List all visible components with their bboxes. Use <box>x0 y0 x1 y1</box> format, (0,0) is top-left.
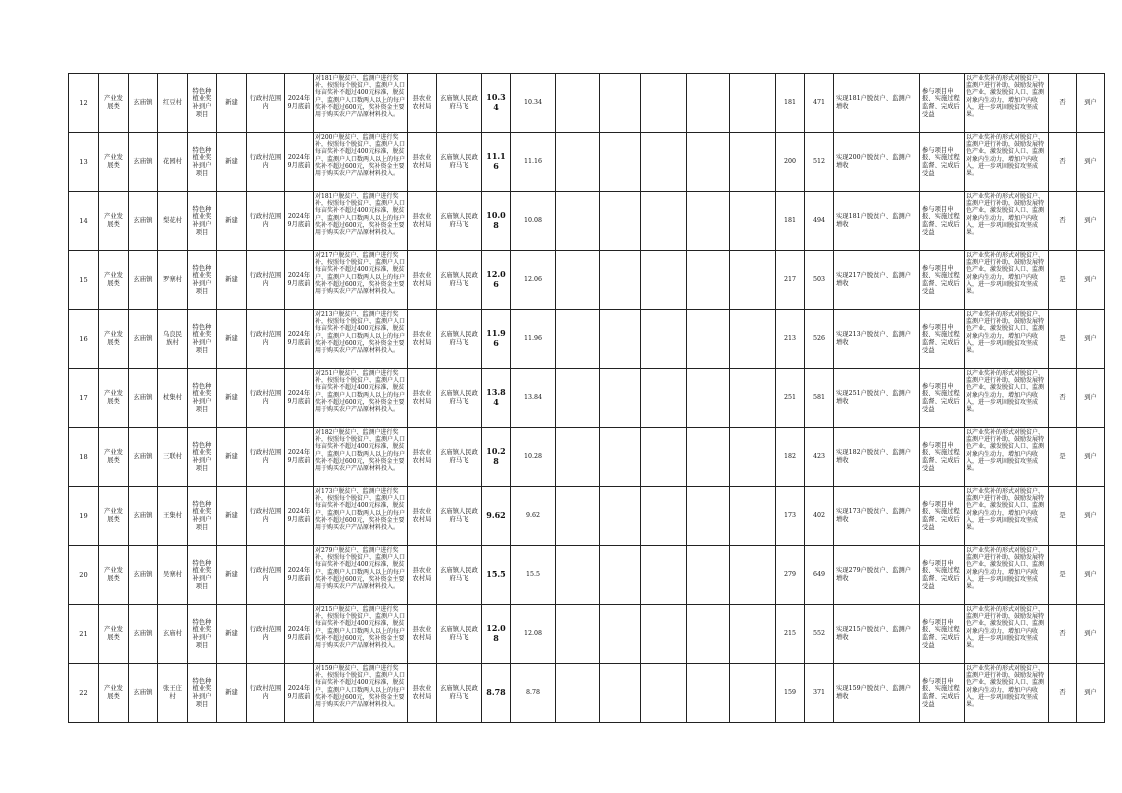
cell-content: 对181户脱贫户、监测户进行奖补，按照每个脱贫户、监测户人口每亩奖补不超过400元标准，脱贫户、监测户人口数两人以上的每户奖补不超过600元，奖补资金主要用于购买农户产品原材料投入。 <box>314 74 408 133</box>
cell-dept: 县农业农村局 <box>408 664 437 723</box>
cell-empty <box>641 664 687 723</box>
table-body <box>69 74 1105 723</box>
cell-empty <box>556 369 600 428</box>
cell-empty <box>641 310 687 369</box>
cell-town: 玄庙镇 <box>129 664 158 723</box>
cell-content: 对159户脱贫户、监测户进行奖补，按照每个脱贫户、监测户人口每亩奖补不超过400元标准，脱贫户、监测户人口数两人以上的每户奖补不超过600元，奖补资金主要用于购买农户产品原材料投入。 <box>314 664 408 723</box>
table-row <box>69 251 1105 310</box>
cell-category: 产业发展类 <box>99 133 129 192</box>
cell-goal: 实现215户脱贫户、监测户增收 <box>834 605 920 664</box>
cell-goal: 实现159户脱贫户、监测户增收 <box>834 664 920 723</box>
cell-mode: 到户 <box>1077 74 1105 133</box>
cell-project: 特色种植业奖补到户项目 <box>188 369 217 428</box>
cell-empty <box>641 487 687 546</box>
cell-empty <box>556 546 600 605</box>
cell-dept: 县农业农村局 <box>408 192 437 251</box>
cell-households: 182 <box>776 428 805 487</box>
cell-empty <box>687 605 730 664</box>
cell-no: 19 <box>69 487 99 546</box>
cell-empty <box>600 74 641 133</box>
cell-fund: 11.16 <box>511 133 556 192</box>
cell-goal: 实现182户脱贫户、监测户增收 <box>834 428 920 487</box>
cell-empty <box>730 664 776 723</box>
cell-empty <box>556 605 600 664</box>
cell-implementer: 玄庙镇人民政府马飞 <box>437 487 482 546</box>
cell-village: 王集村 <box>158 487 188 546</box>
cell-goal: 实现251户脱贫户、监测户增收 <box>834 369 920 428</box>
cell-people: 552 <box>805 605 834 664</box>
cell-village: 罗寨村 <box>158 251 188 310</box>
cell-fund: 10.08 <box>511 192 556 251</box>
cell-dept: 县农业农村局 <box>408 369 437 428</box>
cell-town: 玄庙镇 <box>129 546 158 605</box>
cell-project: 特色种植业奖补到户项目 <box>188 310 217 369</box>
cell-empty <box>641 251 687 310</box>
cell-empty <box>600 487 641 546</box>
cell-empty <box>641 546 687 605</box>
cell-empty <box>600 133 641 192</box>
cell-benefit: 以产业奖补的形式对脱贫户、监测户进行补助，鼓励发展特色产业，激发脱贫人口、监测对象内生动力，增加户内收入，进一步巩固脱贫攻坚成果。 <box>965 192 1049 251</box>
cell-time: 2024年9月底前 <box>285 605 314 664</box>
cell-mode: 到户 <box>1077 369 1105 428</box>
cell-project: 特色种植业奖补到户项目 <box>188 428 217 487</box>
cell-town: 玄庙镇 <box>129 74 158 133</box>
cell-fund: 12.08 <box>511 605 556 664</box>
cell-empty <box>730 487 776 546</box>
cell-location: 行政村范围内 <box>247 487 285 546</box>
cell-goal: 实现279户脱贫户、监测户增收 <box>834 546 920 605</box>
cell-mechanism: 参与项目申报、实施过程监督、完成后受益 <box>920 310 965 369</box>
cell-total: 8.78 <box>482 664 511 723</box>
cell-households: 181 <box>776 74 805 133</box>
cell-empty <box>600 428 641 487</box>
table-row <box>69 133 1105 192</box>
cell-total: 12.06 <box>482 251 511 310</box>
cell-dept: 县农业农村局 <box>408 251 437 310</box>
cell-no: 15 <box>69 251 99 310</box>
cell-benefit: 以产业奖补的形式对脱贫户、监测户进行补助，鼓励发展特色产业，激发脱贫人口、监测对象内生动力，增加户内收入，进一步巩固脱贫攻坚成果。 <box>965 664 1049 723</box>
cell-village: 三联村 <box>158 428 188 487</box>
cell-content: 对173户脱贫户、监测户进行奖补，按照每个脱贫户、监测户人口每亩奖补不超过400元标准，脱贫户、监测户人口数两人以上的每户奖补不超过600元，奖补资金主要用于购买农户产品原材料投入。 <box>314 487 408 546</box>
cell-people: 581 <box>805 369 834 428</box>
cell-nature: 新建 <box>217 605 247 664</box>
cell-people: 503 <box>805 251 834 310</box>
cell-empty <box>600 369 641 428</box>
cell-flag: 否 <box>1049 605 1077 664</box>
cell-people: 402 <box>805 487 834 546</box>
cell-village: 花园村 <box>158 133 188 192</box>
cell-empty <box>687 428 730 487</box>
cell-flag: 否 <box>1049 133 1077 192</box>
cell-empty <box>730 74 776 133</box>
table-row <box>69 546 1105 605</box>
cell-households: 200 <box>776 133 805 192</box>
cell-village: 玄庙村 <box>158 605 188 664</box>
cell-empty <box>556 251 600 310</box>
cell-benefit: 以产业奖补的形式对脱贫户、监测户进行补助，鼓励发展特色产业，激发脱贫人口、监测对象内生动力，增加户内收入，进一步巩固脱贫攻坚成果。 <box>965 74 1049 133</box>
cell-empty <box>600 192 641 251</box>
cell-empty <box>730 251 776 310</box>
cell-dept: 县农业农村局 <box>408 428 437 487</box>
cell-flag: 否 <box>1049 664 1077 723</box>
cell-location: 行政村范围内 <box>247 546 285 605</box>
cell-empty <box>687 487 730 546</box>
cell-empty <box>730 546 776 605</box>
cell-time: 2024年9月底前 <box>285 74 314 133</box>
cell-households: 213 <box>776 310 805 369</box>
cell-content: 对182户脱贫户、监测户进行奖补，按照每个脱贫户、监测户人口每亩奖补不超过400元标准，脱贫户、监测户人口数两人以上的每户奖补不超过600元，奖补资金主要用于购买农户产品原材料投入。 <box>314 428 408 487</box>
cell-time: 2024年9月底前 <box>285 664 314 723</box>
cell-category: 产业发展类 <box>99 310 129 369</box>
cell-fund: 11.96 <box>511 310 556 369</box>
cell-fund: 10.28 <box>511 428 556 487</box>
cell-mechanism: 参与项目申报、实施过程监督、完成后受益 <box>920 487 965 546</box>
cell-empty <box>687 74 730 133</box>
cell-benefit: 以产业奖补的形式对脱贫户、监测户进行补助，鼓励发展特色产业，激发脱贫人口、监测对象内生动力，增加户内收入，进一步巩固脱贫攻坚成果。 <box>965 133 1049 192</box>
cell-category: 产业发展类 <box>99 605 129 664</box>
cell-flag: 否 <box>1049 74 1077 133</box>
cell-total: 15.5 <box>482 546 511 605</box>
cell-goal: 实现173户脱贫户、监测户增收 <box>834 487 920 546</box>
cell-empty <box>641 133 687 192</box>
cell-empty <box>687 369 730 428</box>
cell-people: 526 <box>805 310 834 369</box>
cell-location: 行政村范围内 <box>247 192 285 251</box>
cell-empty <box>730 369 776 428</box>
cell-mode: 到户 <box>1077 428 1105 487</box>
cell-no: 20 <box>69 546 99 605</box>
cell-town: 玄庙镇 <box>129 133 158 192</box>
cell-empty <box>687 133 730 192</box>
cell-town: 玄庙镇 <box>129 487 158 546</box>
cell-goal: 实现200户脱贫户、监测户增收 <box>834 133 920 192</box>
cell-empty <box>556 664 600 723</box>
cell-empty <box>687 310 730 369</box>
cell-flag: 是 <box>1049 310 1077 369</box>
cell-project: 特色种植业奖补到户项目 <box>188 251 217 310</box>
cell-time: 2024年9月底前 <box>285 133 314 192</box>
cell-village: 杖集村 <box>158 369 188 428</box>
cell-fund: 8.78 <box>511 664 556 723</box>
cell-empty <box>730 192 776 251</box>
cell-households: 159 <box>776 664 805 723</box>
cell-households: 279 <box>776 546 805 605</box>
cell-benefit: 以产业奖补的形式对脱贫户、监测户进行补助，鼓励发展特色产业，激发脱贫人口、监测对象内生动力，增加户内收入，进一步巩固脱贫攻坚成果。 <box>965 546 1049 605</box>
cell-nature: 新建 <box>217 369 247 428</box>
cell-goal: 实现181户脱贫户、监测户增收 <box>834 192 920 251</box>
cell-town: 玄庙镇 <box>129 428 158 487</box>
cell-empty <box>687 546 730 605</box>
cell-flag: 是 <box>1049 546 1077 605</box>
cell-content: 对279户脱贫户、监测户进行奖补，按照每个脱贫户、监测户人口每亩奖补不超过400元标准，脱贫户、监测户人口数两人以上的每户奖补不超过600元，奖补资金主要用于购买农户产品原材料投入。 <box>314 546 408 605</box>
cell-location: 行政村范围内 <box>247 251 285 310</box>
cell-time: 2024年9月底前 <box>285 251 314 310</box>
cell-nature: 新建 <box>217 310 247 369</box>
cell-project: 特色种植业奖补到户项目 <box>188 133 217 192</box>
cell-mode: 到户 <box>1077 487 1105 546</box>
cell-empty <box>687 251 730 310</box>
cell-fund: 13.84 <box>511 369 556 428</box>
cell-no: 21 <box>69 605 99 664</box>
cell-mode: 到户 <box>1077 664 1105 723</box>
cell-content: 对217户脱贫户、监测户进行奖补，按照每个脱贫户、监测户人口每亩奖补不超过400元标准，脱贫户、监测户人口数两人以上的每户奖补不超过600元，奖补资金主要用于购买农户产品原材料投入。 <box>314 251 408 310</box>
cell-implementer: 玄庙镇人民政府马飞 <box>437 369 482 428</box>
cell-empty <box>641 192 687 251</box>
cell-benefit: 以产业奖补的形式对脱贫户、监测户进行补助，鼓励发展特色产业，激发脱贫人口、监测对象内生动力，增加户内收入，进一步巩固脱贫攻坚成果。 <box>965 428 1049 487</box>
table-row <box>69 74 1105 133</box>
cell-town: 玄庙镇 <box>129 605 158 664</box>
cell-dept: 县农业农村局 <box>408 310 437 369</box>
cell-nature: 新建 <box>217 487 247 546</box>
cell-benefit: 以产业奖补的形式对脱贫户、监测户进行补助，鼓励发展特色产业，激发脱贫人口、监测对象内生动力，增加户内收入，进一步巩固脱贫攻坚成果。 <box>965 251 1049 310</box>
cell-empty <box>600 546 641 605</box>
cell-project: 特色种植业奖补到户项目 <box>188 487 217 546</box>
cell-benefit: 以产业奖补的形式对脱贫户、监测户进行补助，鼓励发展特色产业，激发脱贫人口、监测对象内生动力，增加户内收入，进一步巩固脱贫攻坚成果。 <box>965 605 1049 664</box>
cell-category: 产业发展类 <box>99 664 129 723</box>
cell-fund: 12.06 <box>511 251 556 310</box>
cell-mode: 到户 <box>1077 310 1105 369</box>
cell-project: 特色种植业奖补到户项目 <box>188 605 217 664</box>
cell-no: 12 <box>69 74 99 133</box>
cell-time: 2024年9月底前 <box>285 310 314 369</box>
cell-total: 10.08 <box>482 192 511 251</box>
cell-empty <box>556 310 600 369</box>
cell-empty <box>556 428 600 487</box>
cell-dept: 县农业农村局 <box>408 605 437 664</box>
cell-dept: 县农业农村局 <box>408 487 437 546</box>
cell-people: 423 <box>805 428 834 487</box>
cell-village: 张王庄村 <box>158 664 188 723</box>
cell-content: 对181户脱贫户、监测户进行奖补，按照每个脱贫户、监测户人口每亩奖补不超过400元标准，脱贫户、监测户人口数两人以上的每户奖补不超过600元，奖补资金主要用于购买农户产品原材料投入。 <box>314 192 408 251</box>
table-row <box>69 487 1105 546</box>
cell-implementer: 玄庙镇人民政府马飞 <box>437 133 482 192</box>
cell-no: 22 <box>69 664 99 723</box>
cell-empty <box>641 74 687 133</box>
cell-empty <box>641 428 687 487</box>
cell-category: 产业发展类 <box>99 487 129 546</box>
cell-fund: 15.5 <box>511 546 556 605</box>
cell-category: 产业发展类 <box>99 192 129 251</box>
cell-flag: 是 <box>1049 251 1077 310</box>
cell-implementer: 玄庙镇人民政府马飞 <box>437 74 482 133</box>
cell-benefit: 以产业奖补的形式对脱贫户、监测户进行补助，鼓励发展特色产业，激发脱贫人口、监测对象内生动力，增加户内收入，进一步巩固脱贫攻坚成果。 <box>965 487 1049 546</box>
cell-project: 特色种植业奖补到户项目 <box>188 74 217 133</box>
cell-empty <box>600 605 641 664</box>
cell-no: 14 <box>69 192 99 251</box>
cell-implementer: 玄庙镇人民政府马飞 <box>437 664 482 723</box>
cell-time: 2024年9月底前 <box>285 192 314 251</box>
cell-households: 173 <box>776 487 805 546</box>
cell-location: 行政村范围内 <box>247 428 285 487</box>
cell-total: 12.08 <box>482 605 511 664</box>
cell-mode: 到户 <box>1077 133 1105 192</box>
cell-total: 10.34 <box>482 74 511 133</box>
cell-empty <box>687 192 730 251</box>
cell-total: 11.96 <box>482 310 511 369</box>
cell-people: 649 <box>805 546 834 605</box>
table-row <box>69 605 1105 664</box>
cell-flag: 否 <box>1049 192 1077 251</box>
cell-goal: 实现213户脱贫户、监测户增收 <box>834 310 920 369</box>
cell-mechanism: 参与项目申报、实施过程监督、完成后受益 <box>920 369 965 428</box>
cell-mechanism: 参与项目申报、实施过程监督、完成后受益 <box>920 133 965 192</box>
cell-total: 11.16 <box>482 133 511 192</box>
cell-dept: 县农业农村局 <box>408 546 437 605</box>
cell-implementer: 玄庙镇人民政府马飞 <box>437 546 482 605</box>
cell-nature: 新建 <box>217 133 247 192</box>
cell-people: 471 <box>805 74 834 133</box>
cell-nature: 新建 <box>217 664 247 723</box>
cell-total: 13.84 <box>482 369 511 428</box>
cell-content: 对200户脱贫户、监测户进行奖补，按照每个脱贫户、监测户人口每亩奖补不超过400元标准，脱贫户、监测户人口数两人以上的每户奖补不超过600元，奖补资金主要用于购买农户产品原材料投入。 <box>314 133 408 192</box>
cell-empty <box>730 133 776 192</box>
cell-category: 产业发展类 <box>99 369 129 428</box>
cell-category: 产业发展类 <box>99 428 129 487</box>
cell-mechanism: 参与项目申报、实施过程监督、完成后受益 <box>920 664 965 723</box>
cell-mode: 到户 <box>1077 546 1105 605</box>
cell-category: 产业发展类 <box>99 251 129 310</box>
cell-no: 18 <box>69 428 99 487</box>
cell-project: 特色种植业奖补到户项目 <box>188 192 217 251</box>
cell-fund: 10.34 <box>511 74 556 133</box>
cell-time: 2024年9月底前 <box>285 369 314 428</box>
cell-mechanism: 参与项目申报、实施过程监督、完成后受益 <box>920 605 965 664</box>
cell-no: 16 <box>69 310 99 369</box>
cell-nature: 新建 <box>217 74 247 133</box>
cell-dept: 县农业农村局 <box>408 133 437 192</box>
cell-households: 181 <box>776 192 805 251</box>
cell-village: 吴寨村 <box>158 546 188 605</box>
cell-mechanism: 参与项目申报、实施过程监督、完成后受益 <box>920 192 965 251</box>
cell-flag: 否 <box>1049 369 1077 428</box>
cell-mechanism: 参与项目申报、实施过程监督、完成后受益 <box>920 251 965 310</box>
cell-implementer: 玄庙镇人民政府马飞 <box>437 251 482 310</box>
cell-time: 2024年9月底前 <box>285 487 314 546</box>
cell-dept: 县农业农村局 <box>408 74 437 133</box>
cell-nature: 新建 <box>217 192 247 251</box>
cell-goal: 实现181户脱贫户、监测户增收 <box>834 74 920 133</box>
cell-empty <box>600 664 641 723</box>
cell-goal: 实现217户脱贫户、监测户增收 <box>834 251 920 310</box>
cell-category: 产业发展类 <box>99 546 129 605</box>
cell-nature: 新建 <box>217 251 247 310</box>
cell-households: 217 <box>776 251 805 310</box>
cell-mechanism: 参与项目申报、实施过程监督、完成后受益 <box>920 546 965 605</box>
cell-mode: 到户 <box>1077 251 1105 310</box>
cell-empty <box>641 369 687 428</box>
cell-benefit: 以产业奖补的形式对脱贫户、监测户进行补助，鼓励发展特色产业，激发脱贫人口、监测对象内生动力，增加户内收入，进一步巩固脱贫攻坚成果。 <box>965 369 1049 428</box>
cell-nature: 新建 <box>217 428 247 487</box>
cell-total: 9.62 <box>482 487 511 546</box>
cell-location: 行政村范围内 <box>247 369 285 428</box>
cell-households: 251 <box>776 369 805 428</box>
cell-benefit: 以产业奖补的形式对脱贫户、监测户进行补助，鼓励发展特色产业，激发脱贫人口、监测对象内生动力，增加户内收入，进一步巩固脱贫攻坚成果。 <box>965 310 1049 369</box>
cell-mode: 到户 <box>1077 192 1105 251</box>
cell-empty <box>730 428 776 487</box>
cell-implementer: 玄庙镇人民政府马飞 <box>437 428 482 487</box>
cell-implementer: 玄庙镇人民政府马飞 <box>437 310 482 369</box>
cell-fund: 9.62 <box>511 487 556 546</box>
cell-empty <box>687 664 730 723</box>
cell-implementer: 玄庙镇人民政府马飞 <box>437 605 482 664</box>
cell-flag: 是 <box>1049 428 1077 487</box>
cell-town: 玄庙镇 <box>129 310 158 369</box>
cell-category: 产业发展类 <box>99 74 129 133</box>
cell-project: 特色种植业奖补到户项目 <box>188 546 217 605</box>
cell-people: 494 <box>805 192 834 251</box>
project-table <box>68 73 1105 723</box>
cell-no: 17 <box>69 369 99 428</box>
table-row <box>69 192 1105 251</box>
cell-empty <box>641 605 687 664</box>
cell-project: 特色种植业奖补到户项目 <box>188 664 217 723</box>
cell-location: 行政村范围内 <box>247 74 285 133</box>
cell-people: 371 <box>805 664 834 723</box>
cell-people: 512 <box>805 133 834 192</box>
cell-time: 2024年9月底前 <box>285 428 314 487</box>
cell-village: 乌良民族村 <box>158 310 188 369</box>
table-row <box>69 310 1105 369</box>
cell-location: 行政村范围内 <box>247 133 285 192</box>
cell-mode: 到户 <box>1077 605 1105 664</box>
cell-nature: 新建 <box>217 546 247 605</box>
cell-empty <box>556 487 600 546</box>
cell-village: 梨花村 <box>158 192 188 251</box>
table-row <box>69 369 1105 428</box>
cell-town: 玄庙镇 <box>129 251 158 310</box>
cell-empty <box>556 74 600 133</box>
cell-location: 行政村范围内 <box>247 605 285 664</box>
cell-empty <box>600 310 641 369</box>
cell-mechanism: 参与项目申报、实施过程监督、完成后受益 <box>920 74 965 133</box>
cell-content: 对251户脱贫户、监测户进行奖补，按照每个脱贫户、监测户人口每亩奖补不超过400元标准，脱贫户、监测户人口数两人以上的每户奖补不超过600元，奖补资金主要用于购买农户产品原材料投入。 <box>314 369 408 428</box>
cell-location: 行政村范围内 <box>247 310 285 369</box>
cell-content: 对215户脱贫户、监测户进行奖补，按照每个脱贫户、监测户人口每亩奖补不超过400元标准，脱贫户、监测户人口数两人以上的每户奖补不超过600元，奖补资金主要用于购买农户产品原材料投入。 <box>314 605 408 664</box>
cell-time: 2024年9月底前 <box>285 546 314 605</box>
cell-households: 215 <box>776 605 805 664</box>
cell-no: 13 <box>69 133 99 192</box>
cell-mechanism: 参与项目申报、实施过程监督、完成后受益 <box>920 428 965 487</box>
cell-empty <box>556 192 600 251</box>
cell-location: 行政村范围内 <box>247 664 285 723</box>
cell-village: 红豆村 <box>158 74 188 133</box>
cell-empty <box>730 605 776 664</box>
cell-implementer: 玄庙镇人民政府马飞 <box>437 192 482 251</box>
cell-total: 10.28 <box>482 428 511 487</box>
cell-empty <box>600 251 641 310</box>
cell-empty <box>556 133 600 192</box>
table-row <box>69 428 1105 487</box>
cell-empty <box>730 310 776 369</box>
table-row <box>69 664 1105 723</box>
cell-town: 玄庙镇 <box>129 192 158 251</box>
cell-flag: 是 <box>1049 487 1077 546</box>
cell-content: 对213户脱贫户、监测户进行奖补，按照每个脱贫户、监测户人口每亩奖补不超过400元标准，脱贫户、监测户人口数两人以上的每户奖补不超过600元，奖补资金主要用于购买农户产品原材料投入。 <box>314 310 408 369</box>
cell-town: 玄庙镇 <box>129 369 158 428</box>
